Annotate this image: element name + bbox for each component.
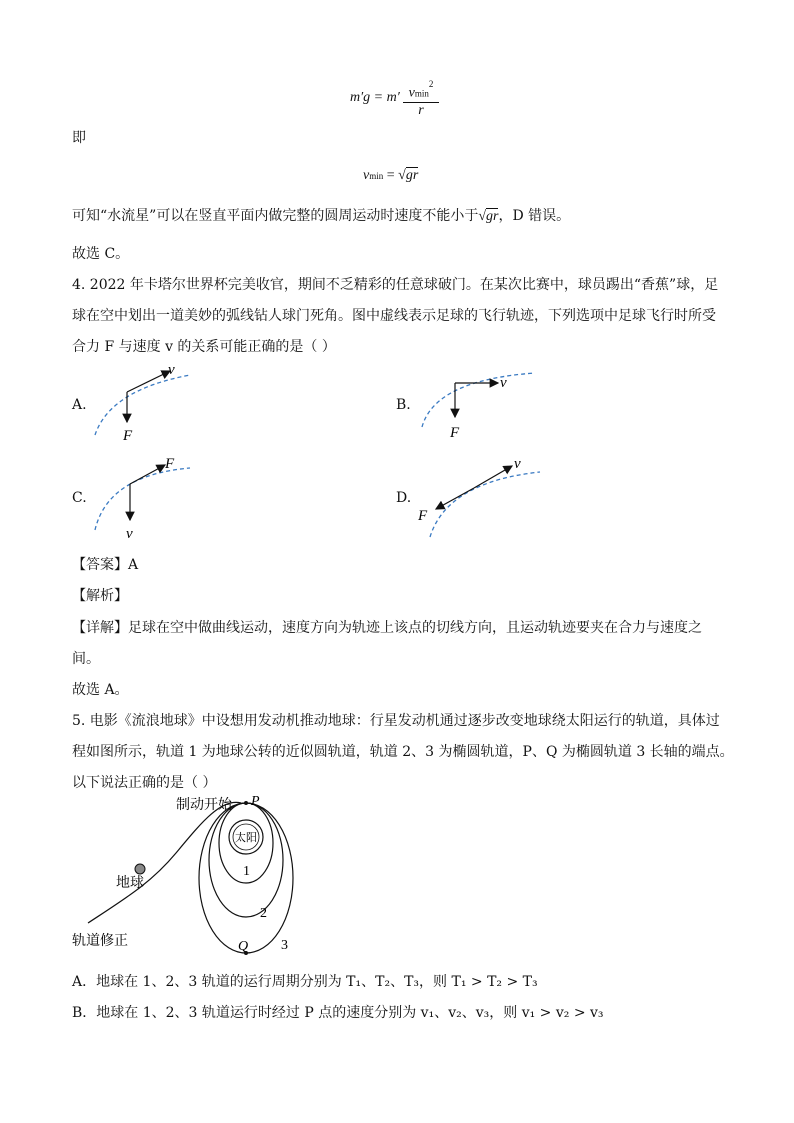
sqrt-gr: √gr bbox=[478, 209, 499, 224]
option-a-figure bbox=[90, 360, 200, 450]
option-d-figure bbox=[412, 452, 552, 542]
earth-label: 地球 bbox=[116, 876, 144, 891]
q5-option-a: A．地球在 1、2、3 轨道的运行周期分别为 T₁、T₂、T₃，则 T₁ > T₂ > T₃ bbox=[72, 974, 538, 990]
vmin-v: v bbox=[363, 168, 370, 183]
analysis-tag: 【解析】 bbox=[72, 588, 128, 604]
q4-line1: 4. 2022 年卡塔尔世界杯完美收官，期间不乏精彩的任意球破门。在某次比赛中，球员踢出“香蕉”球，足 bbox=[72, 277, 719, 293]
text-select-c: 故选 C。 bbox=[72, 246, 130, 262]
fraction bbox=[403, 80, 439, 119]
answer-value: A bbox=[128, 557, 139, 573]
q4-line2: 球在空中划出一道美妙的弧线钻人球门死角。图中虚线表示足球的飞行轨迹，下列选项中足球飞行时所受 bbox=[72, 308, 716, 324]
sun-label: 太阳 bbox=[235, 832, 257, 844]
trajectory-curve bbox=[422, 373, 535, 427]
correction-path bbox=[88, 802, 241, 923]
formula-left: m′g = m′ bbox=[350, 90, 400, 105]
label-v: v bbox=[500, 375, 507, 391]
velocity-arrow bbox=[474, 466, 512, 488]
answer-line bbox=[72, 555, 138, 575]
orbit1-label: 1 bbox=[243, 864, 250, 879]
force-arrow bbox=[436, 488, 474, 509]
label-f: F bbox=[450, 425, 460, 441]
option-b-figure bbox=[410, 365, 540, 445]
detail-line2: 间。 bbox=[72, 651, 100, 667]
equals-sign: = bbox=[383, 168, 399, 183]
numerator-v: v bbox=[408, 85, 415, 101]
orbit3-label: 3 bbox=[281, 938, 288, 953]
answer-tag: 【答案】 bbox=[72, 557, 128, 573]
option-c-label: C. bbox=[72, 490, 87, 506]
vmin-sub: min bbox=[369, 171, 384, 181]
option-d-label: D. bbox=[396, 490, 412, 506]
q5-line3: 以下说法正确的是（ ） bbox=[72, 775, 217, 791]
detail-tag: 【详解】 bbox=[72, 620, 128, 636]
keji-radicand: gr bbox=[486, 209, 499, 224]
numerator-sup: 2 bbox=[428, 79, 434, 89]
q5-line1: 5. 电影《流浪地球》中设想用发动机推动地球：行星发动机通过逐步改变地球绕太阳运行的轨道，具体过 bbox=[72, 713, 720, 729]
q5-option-b: B．地球在 1、2、3 轨道运行时经过 P 点的速度分别为 v₁、v₂、v₃，则 v₁ > v₂ > v₃ bbox=[72, 1005, 604, 1021]
option-b-label: B. bbox=[396, 397, 411, 413]
orbit-diagram bbox=[66, 793, 316, 963]
force-arrow bbox=[130, 465, 165, 484]
q4-line3: 合力 F 与速度 v 的关系可能正确的是（ ） bbox=[72, 339, 336, 355]
option-a-label: A. bbox=[72, 397, 87, 413]
formula-vmin bbox=[363, 166, 418, 186]
keji-before: 可知“水流星”可以在竖直平面内做完整的圆周运动时速度不能小于 bbox=[72, 208, 479, 224]
q5-line2: 程如图所示，轨道 1 为地球公转的近似圆轨道，轨道 2、3 为椭圆轨道，P、Q 为椭圆轨道 3 长轴的端点。 bbox=[72, 744, 734, 760]
label-v: v bbox=[126, 526, 133, 542]
p-label: P bbox=[251, 794, 260, 809]
label-f: F bbox=[123, 428, 133, 444]
keji-after: ，D 错误。 bbox=[498, 208, 571, 224]
detail-line1 bbox=[72, 618, 702, 638]
select-a: 故选 A。 bbox=[72, 682, 129, 698]
brake-start-label: 制动开始 bbox=[176, 798, 232, 813]
text-keji bbox=[72, 206, 570, 227]
radicand: gr bbox=[405, 168, 419, 183]
earth bbox=[135, 864, 145, 874]
sqrt-symbol: √ bbox=[398, 168, 406, 183]
orbit2-label: 2 bbox=[260, 906, 267, 921]
label-v: v bbox=[514, 456, 521, 472]
detail-text1: 足球在空中做曲线运动，速度方向为轨迹上该点的切线方向，且运动轨迹要夹在合力与速度之 bbox=[128, 620, 702, 636]
point-p bbox=[244, 801, 248, 805]
label-f: F bbox=[418, 508, 428, 524]
velocity-arrow bbox=[127, 371, 170, 392]
text-ji: 即 bbox=[72, 130, 86, 146]
denominator: r bbox=[418, 102, 424, 118]
numerator-sub: min bbox=[414, 88, 429, 99]
label-f: F bbox=[165, 456, 175, 472]
option-c-figure bbox=[90, 450, 200, 545]
correction-label: 轨道修正 bbox=[72, 934, 128, 949]
q-label: Q bbox=[238, 939, 249, 954]
label-v: v bbox=[168, 362, 175, 378]
